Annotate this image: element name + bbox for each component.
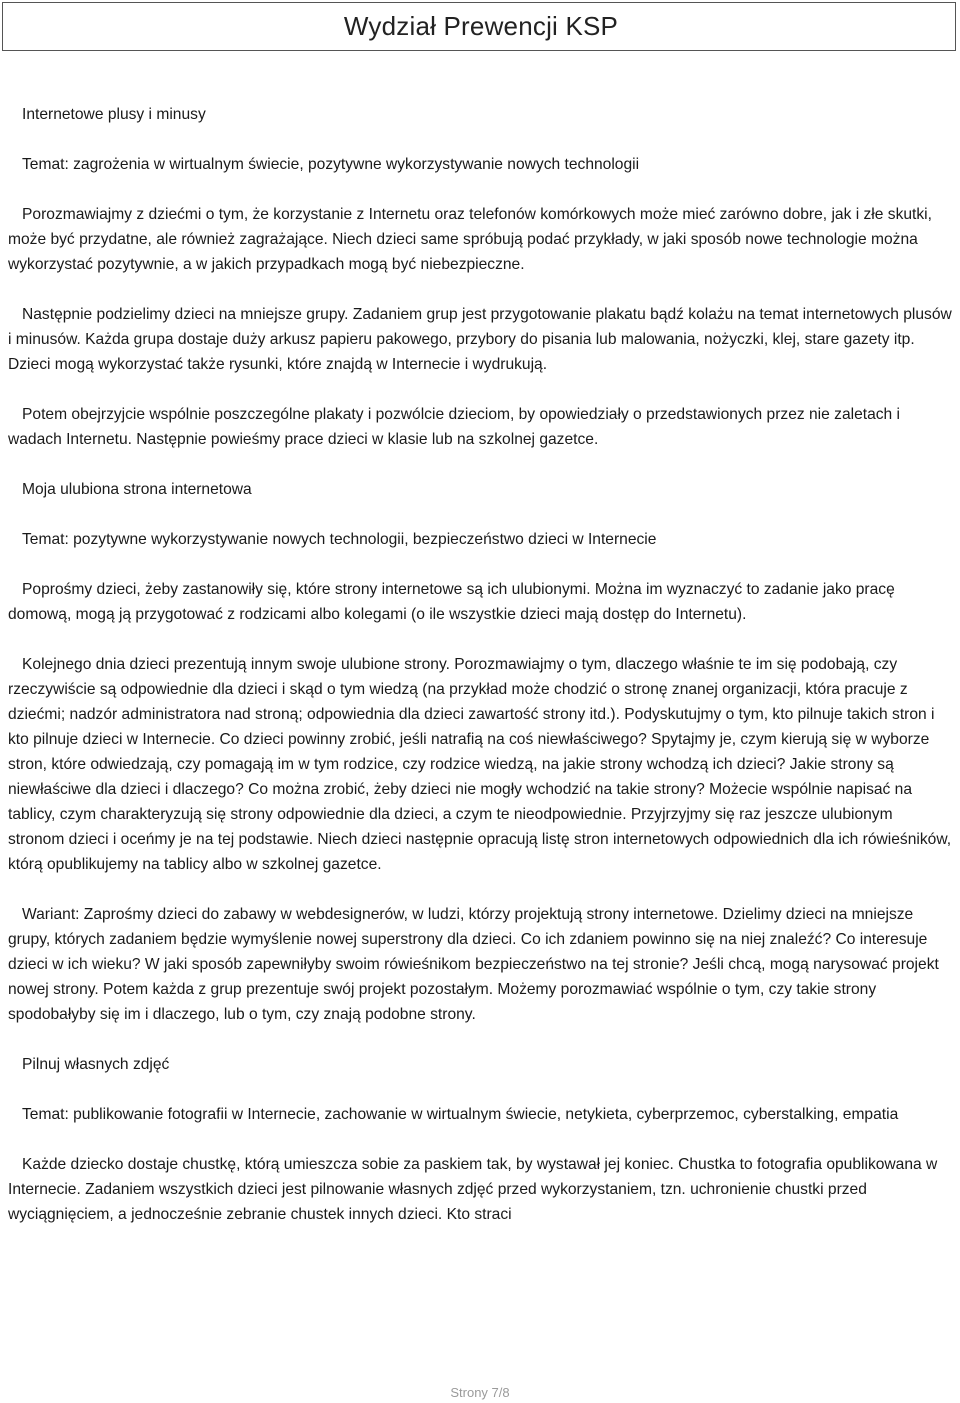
section-title-favorite-website: Moja ulubiona strona internetowa — [22, 481, 252, 498]
document-body — [8, 102, 952, 1252]
page-title: Wydział Prewencji KSP — [343, 11, 619, 41]
topic-line-2: Temat: pozytywne wykorzystywanie nowych technologii, bezpieczeństwo dzieci w Internecie — [22, 531, 657, 548]
paragraph-presentation: Kolejnego dnia dzieci prezentują innym swoje ulubione strony. Porozmawiajmy o tym, dlaczego właśnie te im się podobają, czy rzeczywiście są odpowiednie dla dzieci i skąd o tym wiedzą (na przykład może chodzić o stronę znanej organizacji, która pracuje z dziećmi; nadzór administratora nad stroną; odpowiednia dla dzieci zawartość strony itd.). Podyskutujmy o tym, kto pilnuje takich stron i kto pilnuje dzieci w Internecie. Co dzieci powinny zrobić, jeśli natrafią na coś niewłaściwego? Spytajmy je, czym kierują się w wyborze stron, które odwiedzają, czy pomagają im w tym rodzice, czy rodzice wiedzą, na jakie strony wchodzą ich dzieci? Jakie strony są niewłaściwe dla dzieci i dlaczego? Co można zrobić, żeby dzieci nie mogły wchodzić na takie strony? Możecie wspólnie napisać na tablicy, czym charakteryzują się strony odpowiednie dla dzieci, a czym te nieodpowiednie. Przyjrzyjmy się raz jeszcze ulubionym stronom dzieci i oceńmy je na tej podstawie. Niech dzieci następnie opracują listę stron internetowych odpowiednich dla ich rówieśników, którą opublikujemy na tablicy albo w szkolnej gazetce. — [8, 656, 952, 873]
paragraph-groups: Następnie podzielimy dzieci na mniejsze grupy. Zadaniem grup jest przygotowanie plakatu bądź kolażu na temat internetowych plusów i minusów. Każda grupa dostaje duży arkusz papieru pakowego, przybory do pisania lub malowania, nożyczki, klej, stare gazety itp. Dzieci mogą wykorzystać także rysunki, które znajdą w Internecie i wydrukują. — [8, 306, 952, 373]
topic-line-1: Temat: zagrożenia w wirtualnym świecie, pozytywne wykorzystywanie nowych technologii — [22, 156, 640, 173]
paragraph-scarf-game: Każde dziecko dostaje chustkę, którą umieszcza sobie za paskiem tak, by wystawał jej koniec. Chustka to fotografia opublikowana w Internecie. Zadaniem wszystkich dzieci jest pilnowanie własnych zdjęć przed wykorzystaniem, tzn. uchronienie chustki przed wyciągnięciem, a jednocześnie zebranie chustek innych dzieci. Kto straci — [8, 1156, 938, 1223]
paragraph-posters: Potem obejrzyjcie wspólnie poszczególne plakaty i pozwólcie dzieciom, by opowiedziały o przedstawionych przez nie zaletach i wadach Internetu. Następnie powieśmy prace dzieci w klasie lub na szkolnej gazetce. — [8, 406, 901, 448]
section-title-internet-pros-cons: Internetowe plusy i minusy — [22, 106, 206, 123]
paragraph-discussion: Porozmawiajmy z dziećmi o tym, że korzystanie z Internetu oraz telefonów komórkowych może mieć zarówno dobre, jak i złe skutki, może być przydatne, ale również zagrażające. Niech dzieci same spróbują podać przykłady, w jaki sposób nowe technologie można wykorzystać pozytywnie, a w jakich przypadkach mogą być niebezpieczne. — [8, 206, 932, 273]
section-title-own-photos: Pilnuj własnych zdjęć — [22, 1056, 170, 1073]
paragraph-variant: Wariant: Zaprośmy dzieci do zabawy w webdesignerów, w ludzi, którzy projektują strony internetowe. Dzielimy dzieci na mniejsze grupy, których zadaniem będzie wymyślenie nowej superstrony dla dzieci. Co ich zdaniem powinno się na niej znaleźć? Co interesuje dzieci w ich wieku? W jaki sposób zapewniłyby swoim rówieśnikom bezpieczeństwo na tej stronie? Jeśli chcą, mogą narysować projekt nowej strony. Potem każda z grup prezentuje swój projekt pozostałym. Możemy porozmawiać wspólnie o tym, czy takie strony spodobałyby się im i dlaczego, lub o tym, czy znają podobne strony. — [8, 906, 939, 1023]
page-header — [2, 2, 956, 51]
page-number: Strony 7/8 — [450, 1385, 510, 1400]
paragraph-homework: Poprośmy dzieci, żeby zastanowiły się, które strony internetowe są ich ulubionymi. Można im wyznaczyć to zadanie jako pracę domową, mogą ją przygotować z rodzicami albo kolegami (o ile wszystkie dzieci mają dostęp do Internetu). — [8, 581, 895, 623]
topic-line-3: Temat: publikowanie fotografii w Internecie, zachowanie w wirtualnym świecie, netykieta, cyberprzemoc, cyberstalking, empatia — [22, 1106, 899, 1123]
